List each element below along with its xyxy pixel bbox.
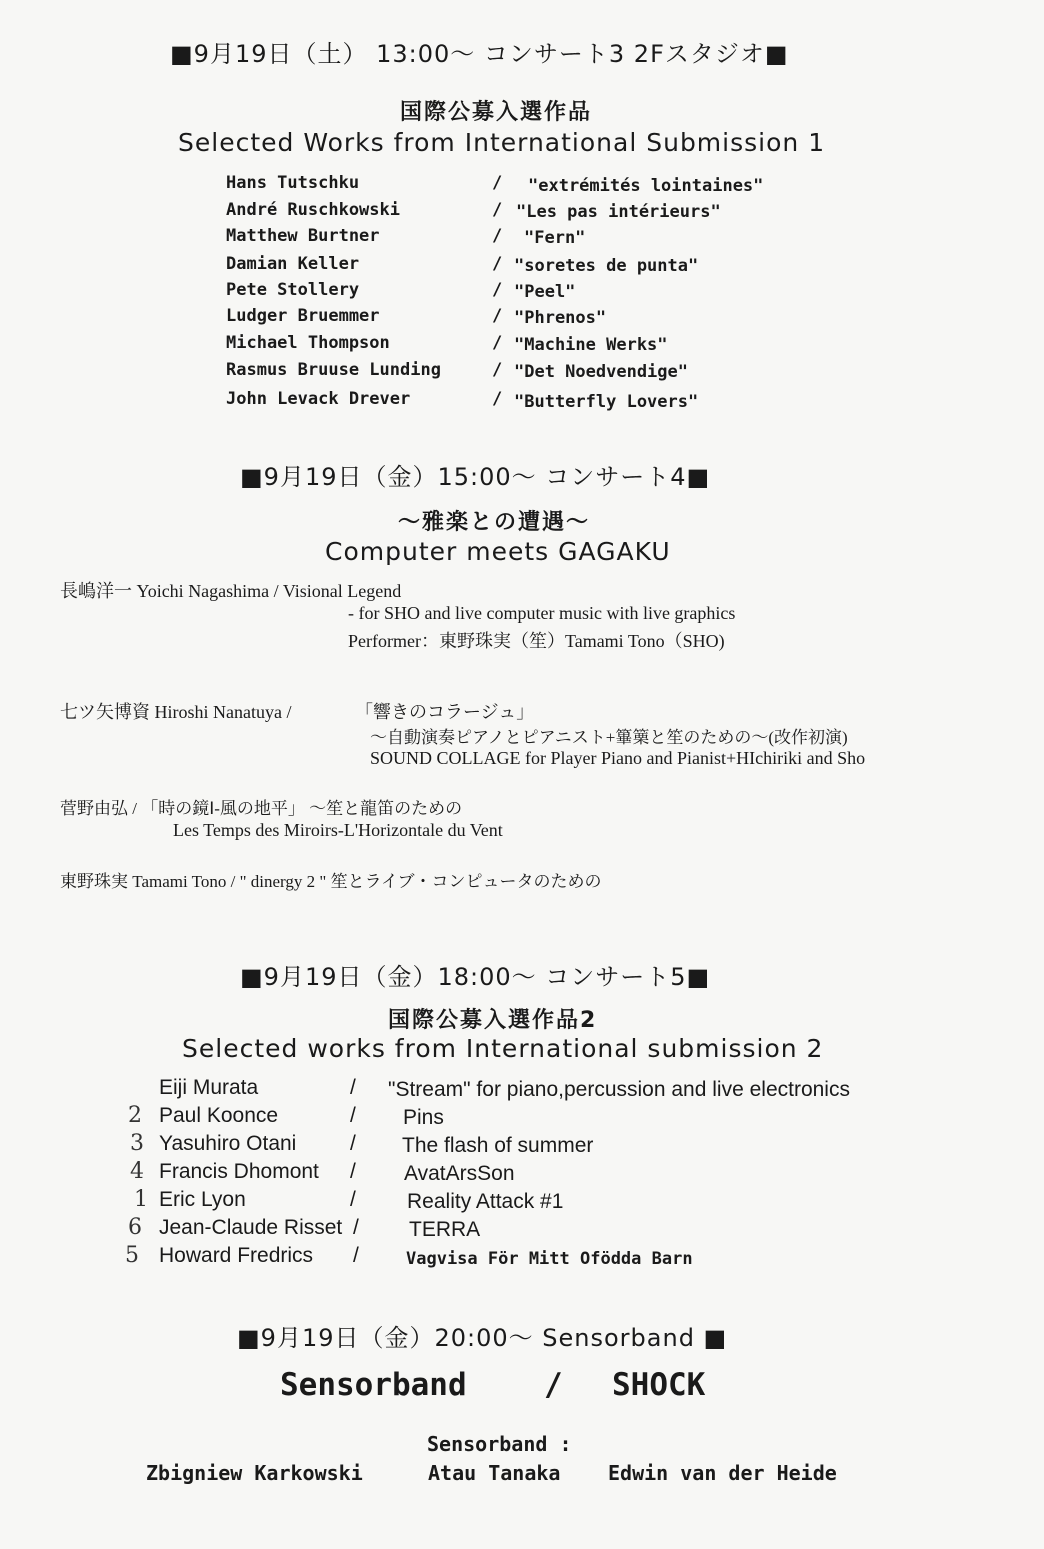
- concert3-title-en: Selected Works from International Submission 1: [178, 128, 826, 157]
- sensorband-separator: /: [544, 1367, 563, 1403]
- member-name: Atau Tanaka: [428, 1461, 561, 1485]
- composer-name: Ludger Bruemmer: [226, 306, 380, 326]
- members-label: Sensorband :: [427, 1432, 572, 1456]
- concert5-title-jp: 国際公募入選作品2: [388, 1008, 598, 1033]
- separator: /: [492, 226, 503, 246]
- member-name: Zbigniew Karkowski: [146, 1461, 363, 1485]
- member-name: Edwin van der Heide: [608, 1461, 837, 1485]
- composer-name: Eric Lyon: [159, 1188, 246, 1211]
- separator: /: [350, 1076, 356, 1099]
- composer-name: Francis Dhomont: [159, 1160, 319, 1183]
- concert3-title-jp: 国際公募入選作品: [400, 100, 593, 125]
- work-title: Reality Attack #1: [407, 1190, 564, 1213]
- gagaku-work-3-line2: Les Temps des Miroirs-L'Horizontale du Vent: [173, 820, 503, 840]
- separator: /: [492, 280, 503, 300]
- gagaku-work-4-line1: 東野珠実 Tamami Tono / " dinergy 2 " 笙とライブ・コンピュータのための: [60, 872, 602, 891]
- work-title: "extrémités lointaines": [528, 176, 764, 196]
- composer-name: André Ruschkowski: [226, 200, 400, 220]
- gagaku-work-2-title: 「響きのコラージュ」: [355, 702, 535, 722]
- separator: /: [353, 1244, 359, 1267]
- gagaku-work-2-composer: 七ツ矢博資 Hiroshi Nanatuya /: [60, 702, 292, 722]
- work-title: "Stream" for piano,percussion and live electronics: [388, 1078, 850, 1101]
- sensorband-work-title: SHOCK: [612, 1367, 706, 1403]
- handwritten-order-mark: 6: [128, 1215, 142, 1240]
- work-title: "soretes de punta": [514, 256, 699, 276]
- work-title: "Les pas intérieurs": [516, 202, 721, 222]
- work-title: TERRA: [409, 1218, 481, 1241]
- sensorband-header: ■9月19日（金）20:00～ Sensorband ■: [237, 1324, 728, 1352]
- separator: /: [350, 1188, 356, 1211]
- handwritten-order-mark: 5: [125, 1243, 139, 1268]
- separator: /: [492, 306, 503, 326]
- separator: /: [350, 1104, 356, 1127]
- concert5-header: ■9月19日（金）18:00～ コンサート5■: [240, 963, 711, 991]
- work-title: Pins: [403, 1106, 444, 1129]
- separator: /: [350, 1160, 356, 1183]
- concert4-header: ■9月19日（金）15:00～ コンサート4■: [240, 463, 711, 491]
- composer-name: Hans Tutschku: [226, 173, 360, 193]
- work-title: "Phrenos": [514, 308, 607, 328]
- handwritten-order-mark: 4: [130, 1159, 144, 1184]
- gagaku-work-1-performer: Performer：東野珠実（笙）Tamami Tono（SHO): [348, 631, 725, 651]
- composer-name: Paul Koonce: [159, 1104, 279, 1127]
- separator: /: [492, 389, 503, 409]
- work-title: AvatArsSon: [404, 1162, 515, 1185]
- concert3-header: ■9月19日（土） 13:00～ コンサート3 2Fスタジオ■: [170, 40, 789, 68]
- gagaku-work-2-en: SOUND COLLAGE for Player Piano and Pianist+HIchiriki and Sho: [370, 748, 866, 768]
- separator: /: [492, 200, 503, 220]
- sensorband-title: Sensorband: [280, 1367, 467, 1403]
- composer-name: Michael Thompson: [226, 333, 390, 353]
- composer-name: Damian Keller: [226, 254, 360, 274]
- concert4-title-en: Computer meets GAGAKU: [325, 537, 671, 566]
- gagaku-work-1-line: 長嶋洋一 Yoichi Nagashima / Visional Legend: [60, 581, 402, 601]
- work-title: "Machine Werks": [514, 335, 668, 355]
- gagaku-work-2-sub: ～自動演奏ピアノとピアニスト+篳篥と笙のための～(改作初演): [370, 728, 848, 747]
- composer-name: Pete Stollery: [226, 280, 360, 300]
- separator: /: [492, 173, 503, 193]
- separator: /: [492, 360, 503, 380]
- work-title: "Det Noedvendige": [514, 362, 688, 382]
- handwritten-order-mark: 1: [134, 1187, 148, 1212]
- separator: /: [353, 1216, 359, 1239]
- handwritten-order-mark: 2: [128, 1103, 142, 1128]
- separator: /: [492, 333, 503, 353]
- composer-name: Yasuhiro Otani: [159, 1132, 297, 1155]
- work-title: "Butterfly Lovers": [514, 392, 699, 412]
- work-title: "Fern": [524, 228, 586, 248]
- composer-name: Eiji Murata: [159, 1076, 259, 1099]
- concert4-title-jp: ～雅楽との遭遇～: [398, 510, 591, 535]
- gagaku-work-3-line1: 菅野由弘 / 「時の鏡Ⅰ-風の地平」 ～笙と龍笛のための: [60, 799, 463, 818]
- separator: /: [492, 254, 503, 274]
- composer-name: Rasmus Bruuse Lunding: [226, 360, 441, 380]
- work-title: The flash of summer: [402, 1134, 594, 1157]
- composer-name: Matthew Burtner: [226, 226, 380, 246]
- handwritten-order-mark: 3: [130, 1131, 144, 1156]
- work-title: Vagvisa För Mitt Ofödda Barn: [406, 1249, 693, 1269]
- separator: /: [350, 1132, 356, 1155]
- work-title: "Peel": [514, 282, 576, 302]
- gagaku-work-1-sub: - for SHO and live computer music with live graphics: [348, 603, 736, 623]
- composer-name: Jean-Claude Risset: [159, 1216, 343, 1239]
- composer-name: John Levack Drever: [226, 389, 411, 409]
- composer-name: Howard Fredrics: [159, 1244, 314, 1267]
- concert5-title-en: Selected works from International submission 2: [182, 1034, 824, 1063]
